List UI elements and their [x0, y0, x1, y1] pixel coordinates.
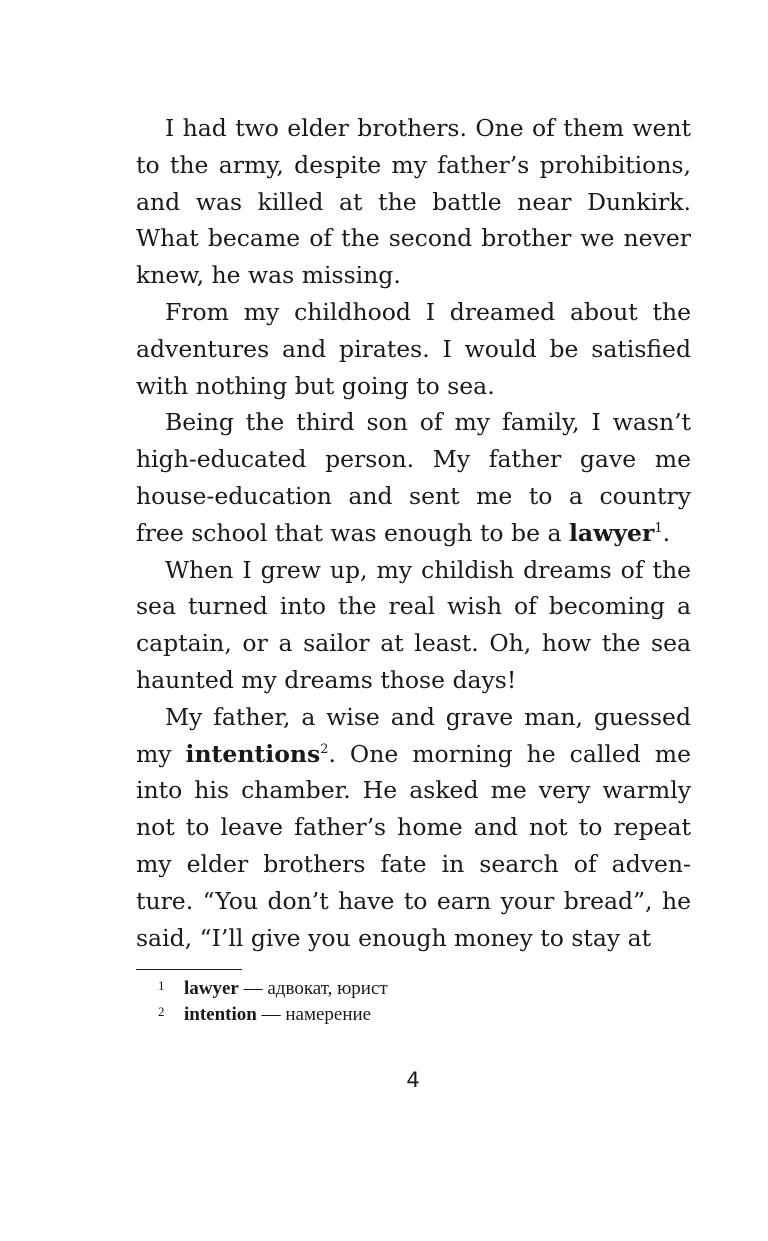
footnote-number: 1 — [158, 978, 165, 993]
glossary-term: intentions — [185, 739, 321, 768]
footnote-separator — [136, 969, 242, 970]
paragraph-text: When I grew up, my childish dreams of the sea turned into the real wish of becoming a captain, or a sailor at least. Oh, how the sea haunted my dreams those days! — [136, 555, 691, 694]
footnote-marker[interactable]: 2 — [320, 741, 329, 757]
paragraph-text: From my childhood I dreamed about the adventures and pirates. I would be satisfied with nothing but going to sea. — [136, 297, 691, 400]
footnote-entry — [184, 1002, 371, 1027]
paragraph-2 — [136, 294, 691, 404]
footnotes — [158, 976, 678, 1028]
paragraph-text: I had two elder brothers. One of them went to the army, despite my father’s prohibitions, and was killed at the battle near Dunkirk. What became of the second brother we never knew, he was missing. — [136, 114, 691, 290]
glossary-term: lawyer — [568, 518, 655, 547]
footnote-2 — [158, 1002, 678, 1028]
footnote-marker[interactable]: 1 — [654, 520, 663, 536]
footnote-term: lawyer — [184, 978, 239, 999]
footnote-definition: — намерение — [256, 1004, 372, 1025]
page-body — [136, 110, 691, 956]
paragraph-text: My father, a wise and grave man, guessed my — [136, 702, 691, 768]
paragraph-text: . — [662, 518, 671, 547]
paragraph-4 — [136, 552, 691, 699]
paragraph-text: . One morning he called me into his chamber. He asked me very warmly not to leave father’s home and not to repeat my elder brothers fate in search of adven-ture. “You don’t have to earn your bread”, he said, “I’ll give you enough money to stay at — [136, 739, 691, 952]
footnote-definition: — адвокат, юрист — [238, 978, 388, 999]
paragraph-3 — [136, 404, 691, 551]
footnote-number: 2 — [158, 1004, 165, 1019]
footnote-entry — [184, 976, 388, 1001]
paragraph-1 — [136, 110, 691, 294]
footnote-term: intention — [184, 1004, 257, 1025]
paragraph-text: Being the third son of my family, I wasn’t high-educated person. My father gave me house-education and sent me to a country free school that was enough to be a — [136, 408, 691, 547]
footnote-1 — [158, 976, 678, 1002]
page-number: 4 — [406, 1068, 420, 1092]
paragraph-5 — [136, 699, 691, 957]
main-text — [136, 110, 691, 956]
